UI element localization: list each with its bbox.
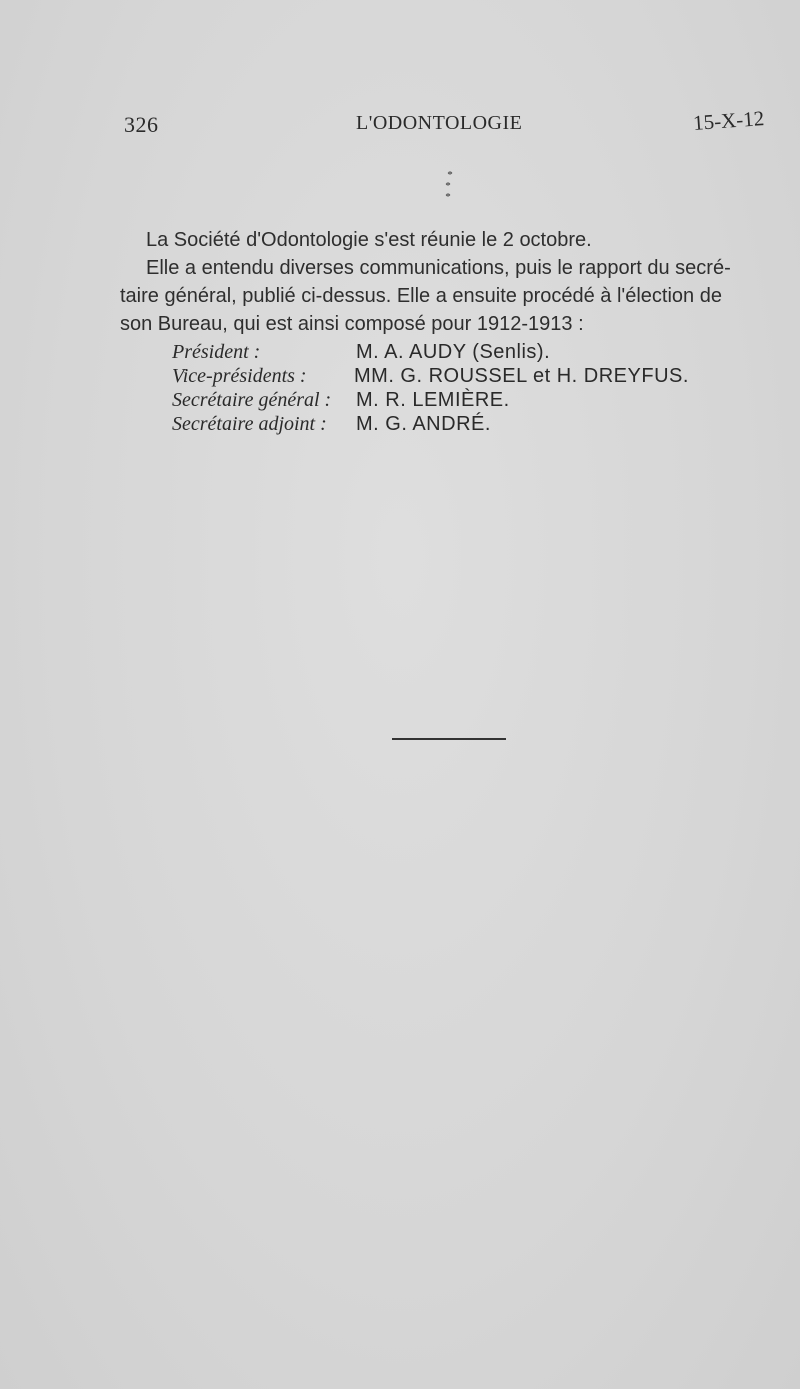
officer-holder: M. R. LEMIÈRE. <box>356 389 510 411</box>
officer-holder: MM. G. ROUSSEL et H. DREYFUS. <box>354 365 689 387</box>
section-end-rule <box>392 738 506 740</box>
officer-role: Vice-présidents : <box>172 365 307 387</box>
officer-row-assistant-secretary <box>172 412 772 436</box>
body-text <box>120 226 760 338</box>
paragraph-line: La Société d'Odontologie s'est réunie le 2 octobre. <box>146 229 592 251</box>
officer-row-general-secretary <box>172 388 772 412</box>
running-title: L'ODONTOLOGIE <box>356 112 523 134</box>
asterism-ornament <box>438 170 462 204</box>
officer-row-vice-presidents <box>172 364 772 388</box>
paragraph-line: taire général, publié ci-dessus. Elle a ensuite procédé à l'élection de <box>120 285 722 307</box>
paragraph-line: son Bureau, qui est ainsi composé pour 1912-1913 : <box>120 313 584 335</box>
page-header <box>124 106 765 142</box>
bureau-list <box>172 340 772 436</box>
page-number: 326 <box>124 112 159 137</box>
officer-role: Secrétaire adjoint : <box>172 413 327 435</box>
issue-date: 15-X-12 <box>692 106 765 135</box>
officer-role: Secrétaire général : <box>172 389 332 411</box>
officer-holder: M. A. AUDY (Senlis). <box>356 341 551 363</box>
asterism-bottom: * * <box>445 180 455 203</box>
asterism-top: * <box>447 169 453 181</box>
paragraph-line: Elle a entendu diverses communications, puis le rapport du secré- <box>146 257 731 279</box>
officer-holder: M. G. ANDRÉ. <box>356 413 491 435</box>
officer-role: Président : <box>172 341 261 363</box>
officer-row-president <box>172 340 772 364</box>
